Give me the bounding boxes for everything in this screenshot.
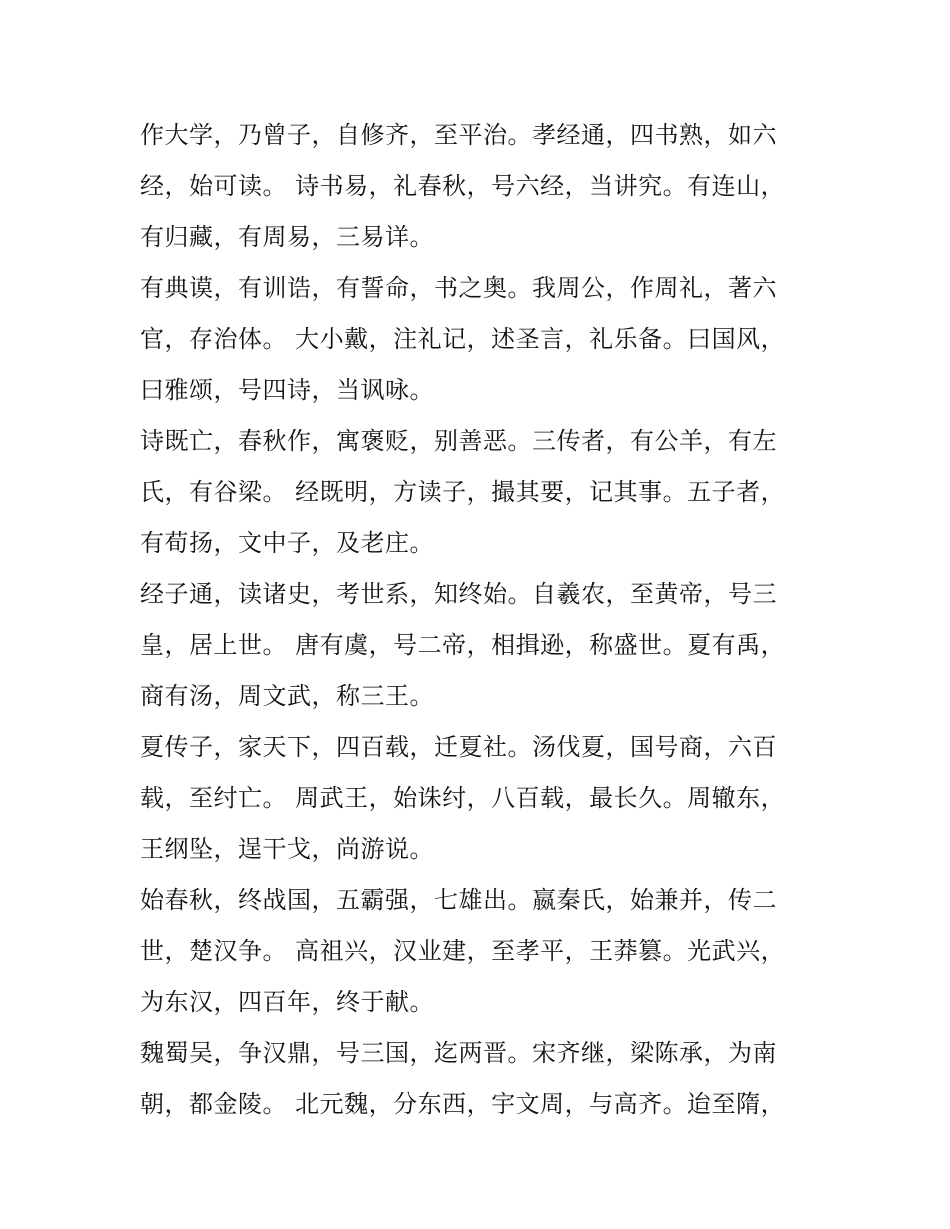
text-line: 王纲坠，逞干戈，尚游说。 (140, 835, 434, 863)
text-line: 官，存治体。 大小戴，注礼记，述圣言，礼乐备。曰国风， (140, 325, 786, 353)
text-line: 为东汉，四百年，终于献。 (140, 988, 434, 1016)
text-line: 始春秋，终战国，五霸强，七雄出。嬴秦氏，始兼并，传二 (140, 886, 777, 914)
text-line: 商有汤，周文武，称三王。 (140, 682, 434, 710)
text-line: 有归藏，有周易，三易详。 (140, 223, 434, 251)
text-line: 经，始可读。 诗书易，礼春秋，号六经，当讲究。有连山， (140, 172, 786, 200)
text-line: 有荀扬，文中子，及老庄。 (140, 529, 434, 557)
text-line: 魏蜀吴，争汉鼎，号三国，迄两晋。宋齐继，梁陈承，为南 (140, 1039, 777, 1067)
text-line: 朝，都金陵。 北元魏，分东西，宇文周，与高齐。迨至隋， (140, 1090, 786, 1118)
body-text (140, 110, 820, 1130)
text-line: 作大学，乃曾子，自修齐，至平治。孝经通，四书熟，如六 (140, 121, 777, 149)
text-line: 载，至纣亡。 周武王，始诛纣，八百载，最长久。周辙东， (140, 784, 786, 812)
text-line: 世，楚汉争。 高祖兴，汉业建，至孝平，王莽篡。光武兴， (140, 937, 786, 965)
text-line: 曰雅颂，号四诗，当讽咏。 (140, 376, 434, 404)
text-line: 诗既亡，春秋作，寓褒贬，别善恶。三传者，有公羊，有左 (140, 427, 777, 455)
text-line: 皇，居上世。 唐有虞，号二帝，相揖逊，称盛世。夏有禹， (140, 631, 786, 659)
text-line: 氏，有谷梁。 经既明，方读子，撮其要，记其事。五子者， (140, 478, 786, 506)
text-line: 夏传子，家天下，四百载，迁夏社。汤伐夏，国号商，六百 (140, 733, 777, 761)
text-line: 经子通，读诸史，考世系，知终始。自羲农，至黄帝，号三 (140, 580, 777, 608)
text-line: 有典谟，有训诰，有誓命，书之奥。我周公，作周礼，著六 (140, 274, 777, 302)
